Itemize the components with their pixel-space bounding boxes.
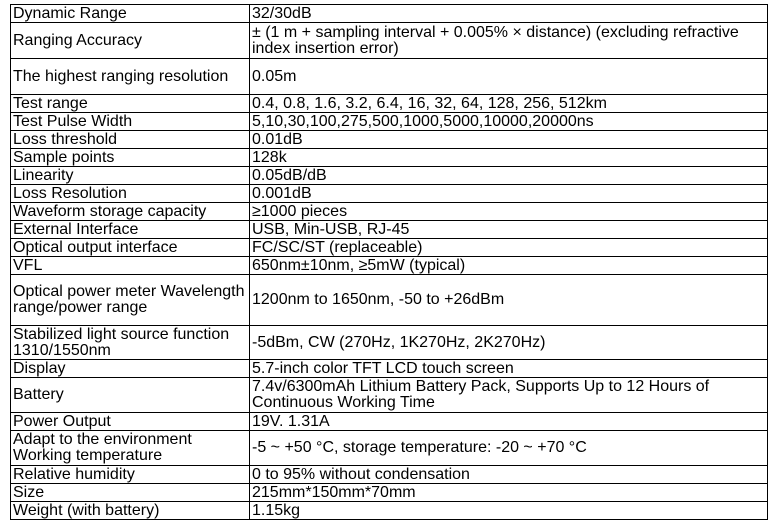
table-row — [11, 221, 768, 239]
spec-value: 5,10,30,100,275,500,1000,5000,10000,20000ns — [250, 113, 768, 131]
spec-value: FC/SC/ST (replaceable) — [250, 239, 768, 257]
spec-value: -5 ~ +50 °C, storage temperature: -20 ~ +70 °C — [250, 431, 768, 466]
spec-label: Waveform storage capacity — [11, 203, 250, 221]
spec-label: External Interface — [11, 221, 250, 239]
spec-value: ≥1000 pieces — [250, 203, 768, 221]
table-row — [11, 23, 768, 59]
spec-label: Relative humidity — [11, 466, 250, 484]
table-row — [11, 113, 768, 131]
spec-value: 0.01dB — [250, 131, 768, 149]
spec-label: VFL — [11, 257, 250, 275]
spec-value: 1200nm to 1650nm, -50 to +26dBm — [250, 275, 768, 326]
spec-label: Display — [11, 360, 250, 378]
table-row — [11, 431, 768, 466]
spec-value: 0.05m — [250, 59, 768, 95]
table-row — [11, 466, 768, 484]
spec-label: The highest ranging resolution — [11, 59, 250, 95]
table-row — [11, 203, 768, 221]
spec-label: Loss threshold — [11, 131, 250, 149]
spec-label: Test range — [11, 95, 250, 113]
table-row — [11, 378, 768, 413]
spec-value: 1.15kg — [250, 502, 768, 520]
spec-label: Dynamic Range — [11, 5, 250, 23]
table-row — [11, 502, 768, 520]
table-row — [11, 484, 768, 502]
spec-value: 650nm±10nm, ≥5mW (typical) — [250, 257, 768, 275]
spec-label: Optical power meter Wavelength range/power range — [11, 275, 250, 326]
spec-label: Ranging Accuracy — [11, 23, 250, 59]
spec-value: 32/30dB — [250, 5, 768, 23]
spec-value: ± (1 m + sampling interval + 0.005% × distance) (excluding refractive index insertion error) — [250, 23, 768, 59]
spec-label: Size — [11, 484, 250, 502]
table-row — [11, 95, 768, 113]
spec-value: USB, Min-USB, RJ-45 — [250, 221, 768, 239]
table-row — [11, 413, 768, 431]
spec-value: 0.4, 0.8, 1.6, 3.2, 6.4, 16, 32, 64, 128, 256, 512km — [250, 95, 768, 113]
spec-table — [10, 4, 768, 520]
spec-value: 7.4v/6300mAh Lithium Battery Pack, Supports Up to 12 Hours of Continuous Working Time — [250, 378, 768, 413]
table-row — [11, 5, 768, 23]
spec-value: 0 to 95% without condensation — [250, 466, 768, 484]
spec-label: Test Pulse Width — [11, 113, 250, 131]
spec-value: 0.001dB — [250, 185, 768, 203]
table-row — [11, 59, 768, 95]
spec-value: 215mm*150mm*70mm — [250, 484, 768, 502]
spec-value: 128k — [250, 149, 768, 167]
spec-value: -5dBm, CW (270Hz, 1K270Hz, 2K270Hz) — [250, 326, 768, 360]
spec-label: Optical output interface — [11, 239, 250, 257]
table-row — [11, 185, 768, 203]
table-row — [11, 275, 768, 326]
table-row — [11, 239, 768, 257]
table-row — [11, 131, 768, 149]
spec-label: Loss Resolution — [11, 185, 250, 203]
table-row — [11, 360, 768, 378]
spec-label: Sample points — [11, 149, 250, 167]
table-row — [11, 326, 768, 360]
spec-value: 5.7-inch color TFT LCD touch screen — [250, 360, 768, 378]
table-row — [11, 167, 768, 185]
spec-value: 0.05dB/dB — [250, 167, 768, 185]
spec-label: Battery — [11, 378, 250, 413]
spec-label: Linearity — [11, 167, 250, 185]
table-row — [11, 257, 768, 275]
spec-label: Stabilized light source function 1310/1550nm — [11, 326, 250, 360]
spec-label: Power Output — [11, 413, 250, 431]
table-row — [11, 149, 768, 167]
spec-label: Weight (with battery) — [11, 502, 250, 520]
spec-value: 19V. 1.31A — [250, 413, 768, 431]
spec-label: Adapt to the environment Working temperature — [11, 431, 250, 466]
